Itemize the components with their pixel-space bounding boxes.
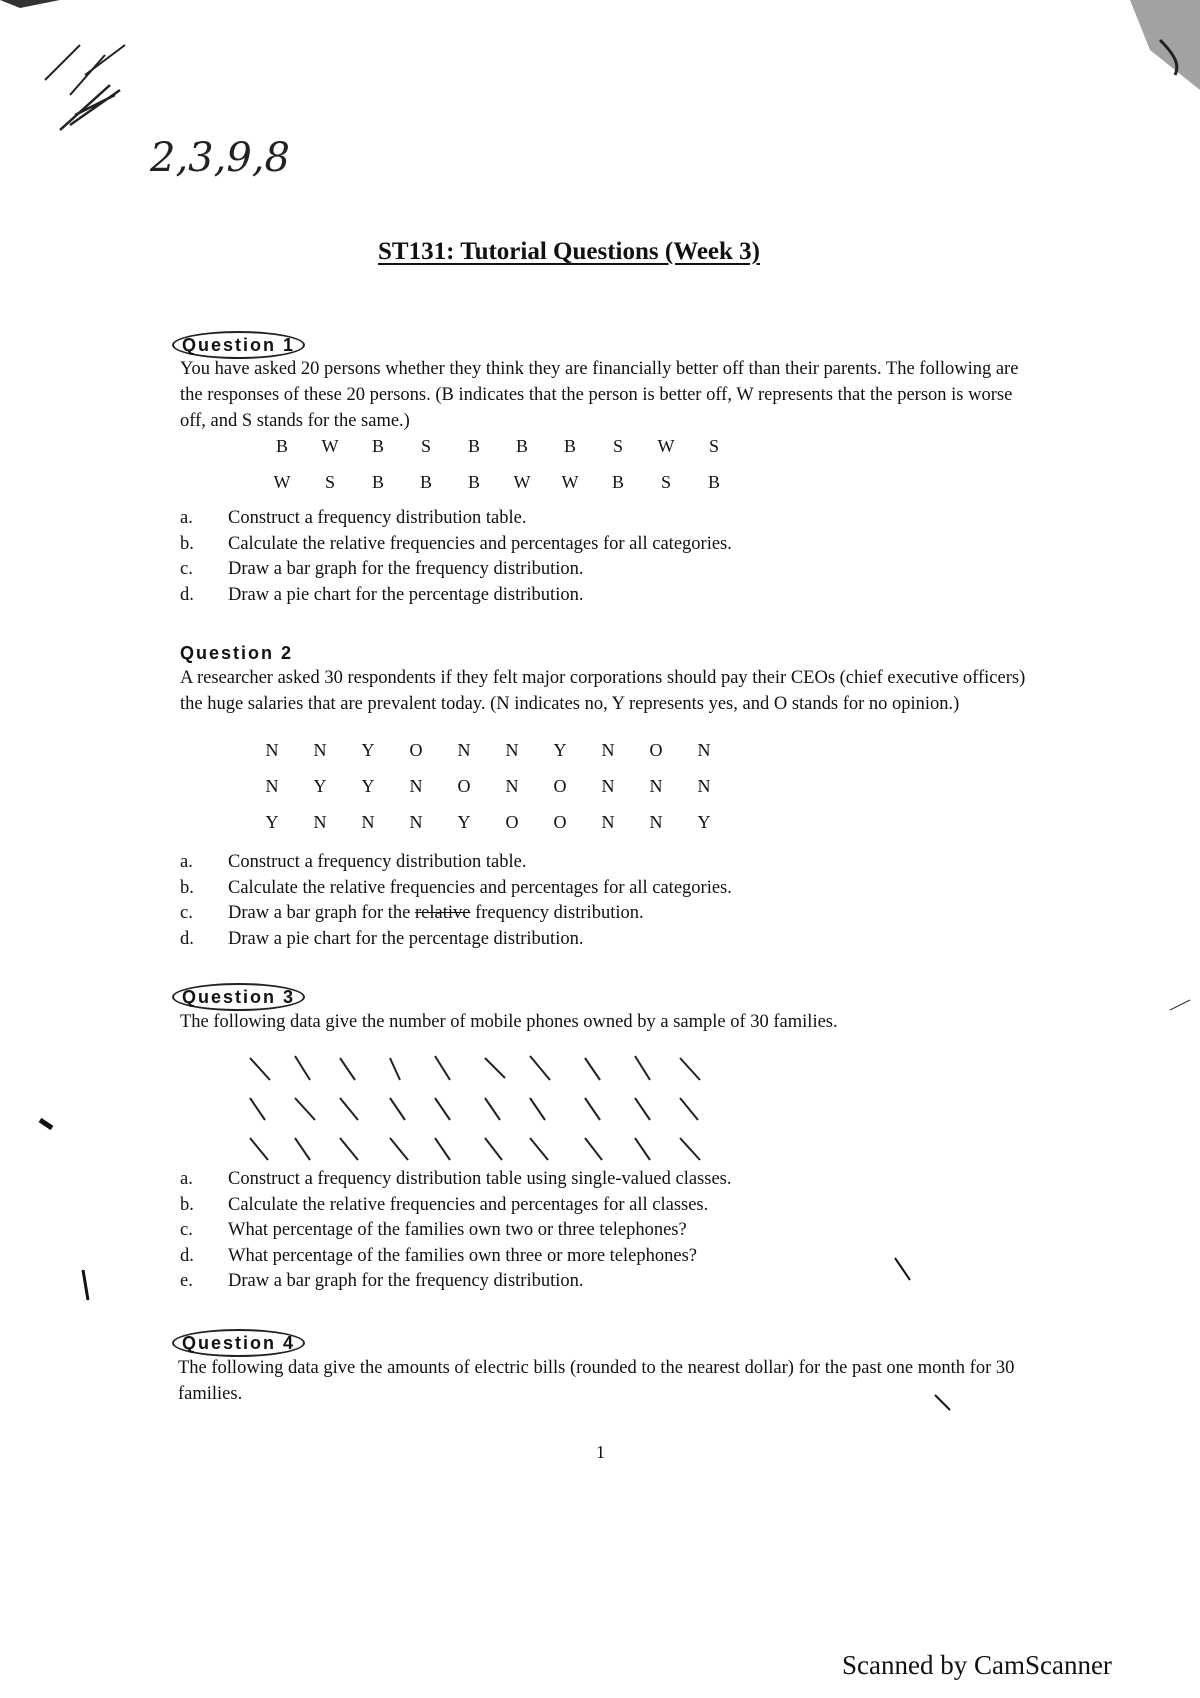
data-cell: B xyxy=(467,436,480,456)
data-cell: B xyxy=(419,472,432,492)
list-item: d. What percentage of the families own three or more telephones? xyxy=(180,1245,697,1266)
data-cell: N xyxy=(601,740,615,760)
question-3-text: The following data give the number of mobile phones owned by a sample of 30 families. xyxy=(180,1012,838,1032)
list-item: a. Construct a frequency distribution table using single-valued classes. xyxy=(180,1169,732,1189)
question-2-data-row-1 xyxy=(248,740,728,761)
data-cell: Y xyxy=(265,812,279,832)
question-2-data-row-2 xyxy=(248,776,728,797)
data-cell: B xyxy=(515,436,528,456)
data-cell: N xyxy=(361,812,375,832)
data-cell: B xyxy=(563,436,576,456)
question-4-label: Question 4 xyxy=(172,1329,305,1357)
list-item: a. Construct a frequency distribution table. xyxy=(180,508,527,528)
data-cell: N xyxy=(601,776,615,796)
question-2-tasks xyxy=(180,850,732,952)
question-4-heading xyxy=(180,1333,305,1354)
data-cell: O xyxy=(409,740,423,760)
data-cell: B xyxy=(467,472,480,492)
question-1-data-row-2 xyxy=(258,472,738,493)
question-2-text: A researcher asked 30 respondents if they felt major corporations should pay their CEOs (chief executive officers) the huge salaries that are prevalent today. (N indicates no, Y represents yes, and O stands for no opinion.) xyxy=(180,668,1026,714)
question-1-heading xyxy=(180,335,305,356)
data-cell: N xyxy=(601,812,615,832)
struck-word: relative xyxy=(414,903,471,923)
data-cell: S xyxy=(708,436,719,456)
data-cell: N xyxy=(649,776,663,796)
question-3-tasks xyxy=(180,1167,732,1295)
data-cell: S xyxy=(660,472,671,492)
page-number: 1 xyxy=(596,1442,605,1462)
data-cell: N xyxy=(649,812,663,832)
data-cell: Y xyxy=(313,776,327,796)
data-cell: N xyxy=(265,740,279,760)
data-cell: N xyxy=(697,740,711,760)
data-cell: B xyxy=(707,472,720,492)
data-cell: W xyxy=(321,436,339,456)
list-item: c. Draw a bar graph for the relative frequency distribution. xyxy=(180,903,644,923)
question-1-data-row-1 xyxy=(258,436,738,457)
list-item: c. What percentage of the families own two or three telephones? xyxy=(180,1220,687,1240)
data-cell: Y xyxy=(697,812,711,832)
data-cell: Y xyxy=(361,740,375,760)
list-item: b. Calculate the relative frequencies and percentages for all classes. xyxy=(180,1194,709,1215)
data-cell: B xyxy=(611,472,624,492)
data-cell: Y xyxy=(457,812,471,832)
data-cell: N xyxy=(505,740,519,760)
data-cell: Y xyxy=(361,776,375,796)
data-cell: W xyxy=(657,436,675,456)
data-cell: S xyxy=(420,436,431,456)
data-cell: N xyxy=(697,776,711,796)
data-cell: O xyxy=(649,740,663,760)
data-cell: S xyxy=(324,472,335,492)
data-cell: Y xyxy=(553,740,567,760)
question-3-tally-marks xyxy=(240,1050,740,1180)
data-cell: W xyxy=(273,472,291,492)
question-2-data-row-3 xyxy=(248,812,728,833)
question-3-heading xyxy=(180,987,305,1008)
question-2-heading: Question 2 xyxy=(180,643,294,663)
data-cell: B xyxy=(371,472,384,492)
data-cell: N xyxy=(409,776,423,796)
data-cell: O xyxy=(553,776,567,796)
data-cell: N xyxy=(313,812,327,832)
list-item: b. Calculate the relative frequencies and percentages for all categories. xyxy=(180,877,732,898)
data-cell: N xyxy=(265,776,279,796)
scanner-watermark: Scanned by CamScanner xyxy=(842,1650,1112,1680)
data-cell: W xyxy=(513,472,531,492)
data-cell: O xyxy=(505,812,519,832)
question-4-text: The following data give the amounts of electric bills (rounded to the nearest dollar) for the past one month for 30 families. xyxy=(178,1358,1015,1404)
handwritten-note: 2,3,9,8 xyxy=(150,135,290,181)
list-item: c. Draw a bar graph for the frequency distribution. xyxy=(180,559,584,579)
data-cell: N xyxy=(313,740,327,760)
data-cell: S xyxy=(612,436,623,456)
data-cell: N xyxy=(505,776,519,796)
list-item: e. Draw a bar graph for the frequency distribution. xyxy=(180,1271,584,1291)
data-cell: B xyxy=(371,436,384,456)
data-cell: O xyxy=(457,776,471,796)
data-cell: N xyxy=(457,740,471,760)
data-cell: W xyxy=(561,472,579,492)
question-1-label: Question 1 xyxy=(172,331,305,359)
question-3-label: Question 3 xyxy=(172,983,305,1011)
question-1-tasks xyxy=(180,506,732,608)
list-item: d. Draw a pie chart for the percentage distribution. xyxy=(180,928,584,949)
data-cell: B xyxy=(275,436,288,456)
page-title: ST131: Tutorial Questions (Week 3) xyxy=(378,238,760,265)
question-1-text: You have asked 20 persons whether they think they are financially better off than their parents. The following are the responses of these 20 persons. (B indicates that the person is better off, W represents that the person is worse off, and S stands for the same.) xyxy=(180,359,1019,431)
data-cell: O xyxy=(553,812,567,832)
list-item: d. Draw a pie chart for the percentage distribution. xyxy=(180,584,584,605)
list-item: b. Calculate the relative frequencies and percentages for all categories. xyxy=(180,533,732,554)
data-cell: N xyxy=(409,812,423,832)
list-item: a. Construct a frequency distribution table. xyxy=(180,852,527,872)
